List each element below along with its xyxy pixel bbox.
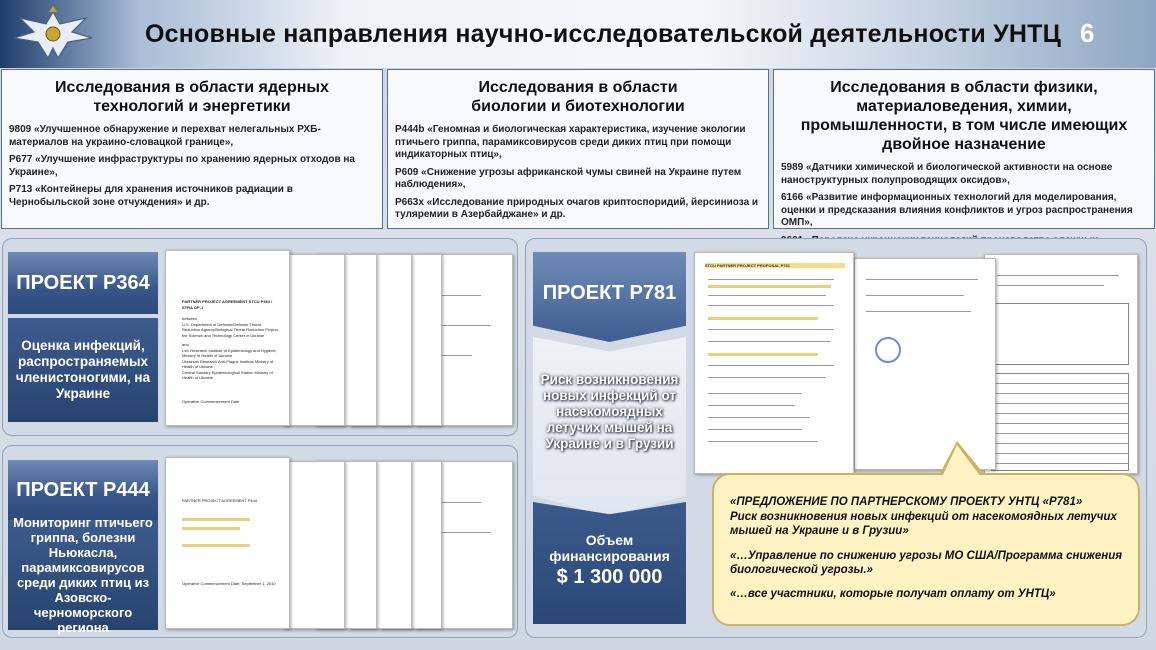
research-item: 9809 «Улучшенное обнаружение и перехват нелегальных РХБ-материалов на украино-словацкой границе»,: [9, 124, 321, 148]
document-text: between: [182, 316, 198, 321]
document-text: Operative Commencement Date: [182, 398, 240, 404]
research-item: 6166 «Развитие информационных технологий для моделирования, оценки и предсказания влияния конфликтов и угроз распространения ОМП»,: [781, 192, 1133, 228]
document-heading: STCU PARTNER PROJECT PROPOSAL P781: [705, 263, 845, 268]
project-p444-documents: [165, 457, 513, 632]
research-item: P677 «Улучшение инфраструктуры по хранению ядерных отходов на Украине»,: [9, 154, 355, 178]
quote-line: «ПРЕДЛОЖЕНИЕ ПО ПАРТНЕРСКОМУ ПРОЕКТУ УНТЦ «Р781»: [730, 496, 1083, 508]
document-page-signatures: [854, 258, 996, 470]
quote-line: Риск возникновения новых инфекций от насекомоядных летучих мышей на Украине и в Грузии»: [730, 511, 1117, 537]
page-number: 6: [1080, 18, 1095, 48]
document-text: and: [182, 342, 189, 347]
document-text: the Science and Technology Center in Ukraine: [182, 332, 265, 338]
project-description-text: Оценка инфекций, распространяемых членистоногими, на Украине: [15, 338, 151, 401]
project-p444-description: [8, 515, 158, 635]
quote-line: «…Управление по снижению угрозы МО США/Программа снижения биологической угрозы.»: [730, 550, 1123, 576]
research-item: P609 «Снижение угрозы африканской чумы свиней на Украине путем наблюдения»,: [395, 166, 742, 190]
document-page: [283, 461, 345, 629]
funding-label: Объем финансирования: [549, 532, 670, 564]
quote-callout: [712, 473, 1140, 626]
project-p781-title: ПРОЕКТ Р781: [542, 282, 677, 304]
page-title: Основные направления научно-исследовательской деятельности УНТЦ: [145, 20, 1062, 48]
research-item: P713 «Контейнеры для хранения источников радиации в Чернобыльской зоне отчуждения» и др.: [9, 184, 293, 208]
document-text: Lviv Research Institute of Epidemiology and Hygiene, Ministry of Health of Ukraine: [182, 347, 277, 358]
callout-pointer-fill: [942, 445, 981, 477]
document-page-personnel: [984, 254, 1138, 474]
research-item: P663x «Исследование природных очагов криптоспоридий, йерсиниоза и туляремии в Азербайджане» и др.: [395, 196, 759, 220]
document-front-page: [165, 250, 290, 426]
document-text: Ukrainian Research Anti-Plague Institute Ministry of Health of Ukraine: [182, 358, 274, 369]
project-p364-documents: [165, 250, 513, 428]
quote-line: «…все участники, которые получат оплату от УНТЦ»: [730, 588, 1056, 600]
research-area-heading: Исследования в области физики, материаловедения, химии, промышленности, в том числе имеющих двойное назначение: [800, 79, 1128, 153]
research-item: P444b «Геномная и биологическая характеристика, изучение экологии птичьего гриппа, парамиксовирусов среди диких птиц при помощи индикаторных птиц»,: [395, 124, 746, 160]
header-banner: [0, 0, 1156, 68]
document-heading: PARTNER PROJECT AGREEMENT STCU P364 / STRA OP-1: [182, 299, 273, 310]
project-p364-description: [8, 318, 158, 422]
research-area-biology: [387, 69, 769, 229]
research-area-heading: Исследования в области ядерных технологий и энергетики: [55, 79, 329, 115]
document-page: [283, 254, 345, 426]
eagle-emblem-icon: [8, 4, 98, 64]
project-p781-documents: [694, 252, 1139, 474]
document-text: U.S. Department of Defense/Defense Threat Reduction Agency/Biological Threat Reduction Project,: [182, 321, 279, 332]
project-p781-description: Риск возникновения новых инфекций от насекомоядных летучих мышей на Украине и в Грузии: [540, 372, 679, 451]
project-description-text: Мониторинг птичьего гриппа, болезни Ньюкасла, парамиксовирусов среди диких птиц из Азовско-черноморского региона: [13, 515, 153, 635]
research-item: 5989 «Датчики химической и биологической активности на основе наноструктурных полупроводящих оксидов»,: [781, 162, 1113, 186]
project-p444-title: ПРОЕКТ Р444: [8, 460, 158, 520]
document-front-page: [165, 457, 290, 629]
project-p364-title: ПРОЕКТ Р364: [8, 252, 158, 314]
research-area-physics: [773, 69, 1155, 229]
document-heading: PARTNER PROJECT AGREEMENT P444: [182, 498, 258, 503]
funding-amount: $ 1 300 000: [556, 566, 663, 588]
document-text: Central Sanitary Epidemiological Station Ministry of Health of Ukraine: [182, 369, 273, 380]
research-area-heading: Исследования в области биологии и биотехнологии: [471, 79, 685, 115]
research-area-nuclear: [1, 69, 383, 229]
document-text: Operative Commencement Date: September 1, 2010: [182, 581, 276, 586]
document-front-page: [694, 252, 854, 474]
